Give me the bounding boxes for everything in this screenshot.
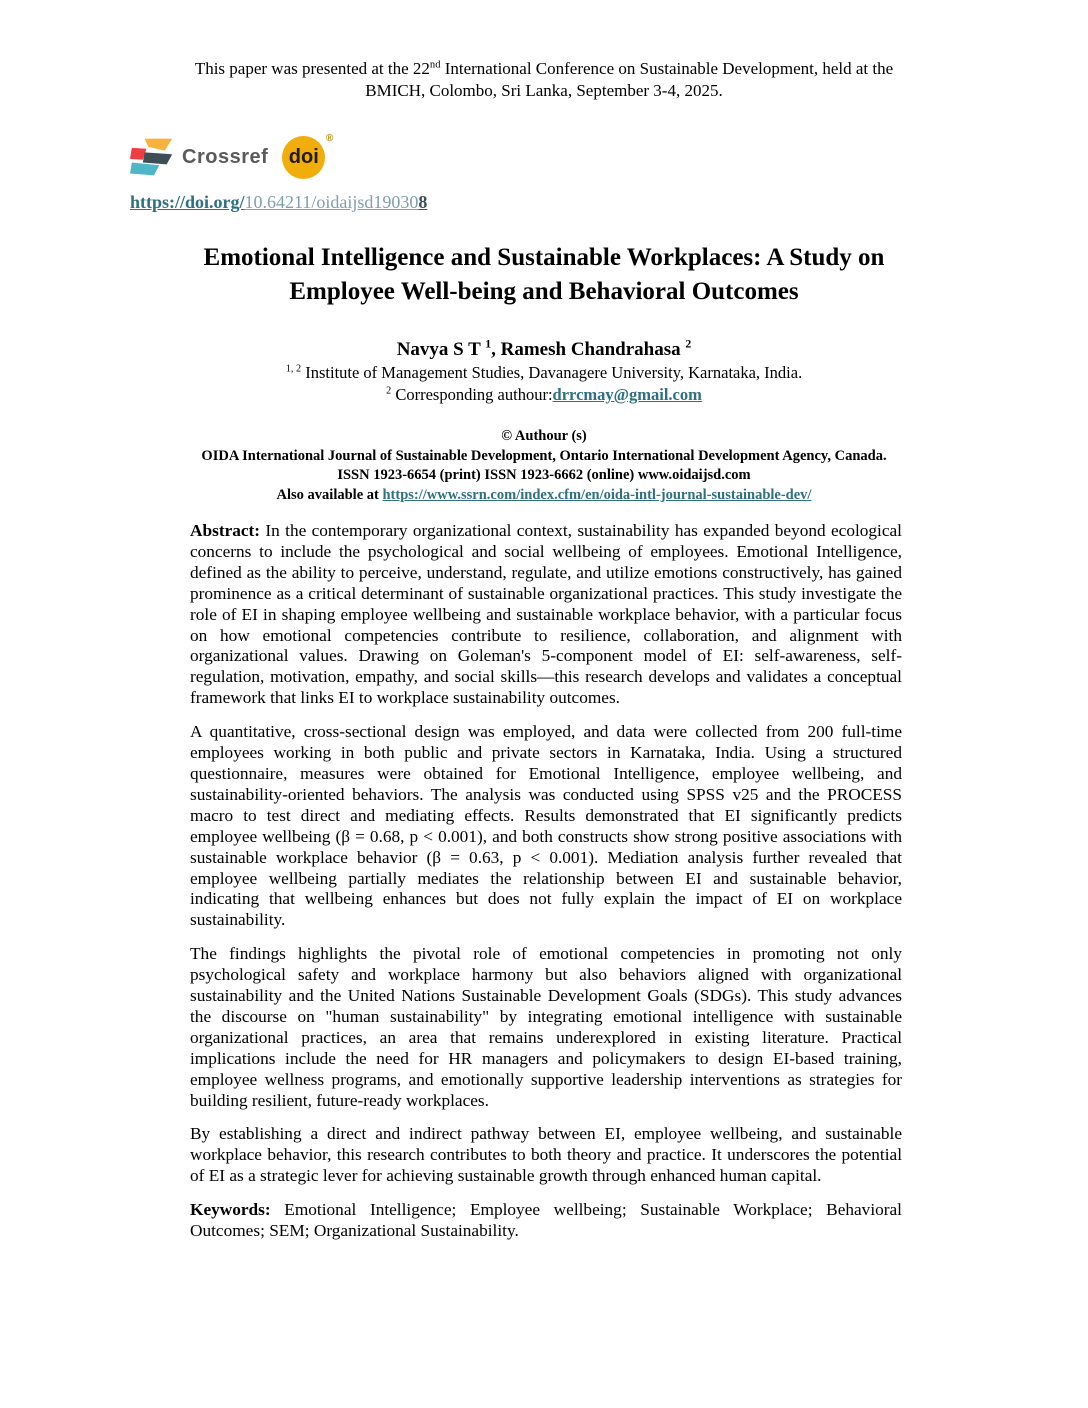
paper-title: [94, 241, 994, 309]
also-available-prefix: Also available at: [276, 486, 383, 503]
logo-row: [130, 134, 1088, 180]
keywords-label: Keywords:: [190, 1200, 271, 1220]
abstract-paragraph-3: The findings highlights the pivotal role of emotional competencies in promoting not only psychological safety and workplace harmony but also behaviors aligned with organizational sustainability and the United Nations Sustainable Development Goals (SDGs). This study advances the discourse on "human sustainability" by integrating emotional intelligence with sustainable organizational practices, an area that remains underexplored in existing literature. Practical implications include the need for HR managers and policymakers to design EI-based training, employee wellness programs, and emotionally supportive leadership interventions as strategies for building resilient, future-ready workplaces.: [190, 944, 902, 1110]
keywords-text: Emotional Intelligence; Employee wellbeing; Sustainable Workplace; Behavioral Outcomes; SEM; Organizational Sustainability.: [190, 1200, 902, 1241]
crossref-wordmark: Crossref: [182, 145, 269, 168]
affiliation-text: Institute of Management Studies, Davanagere University, Karnataka, India.: [301, 363, 803, 382]
doi-logo: [282, 132, 334, 179]
corresponding-email-link[interactable]: drrcmay@gmail.com: [552, 385, 702, 404]
abstract-section: [190, 521, 902, 1242]
paper-title-line1: Emotional Intelligence and Sustainable Workplaces: A Study on: [203, 244, 885, 271]
conference-note-text-rest: International Conference on Sustainable Development, held at the: [440, 59, 894, 78]
correspondence-line: [0, 385, 1088, 405]
copyright-line: © Authour (s): [501, 428, 587, 444]
ssrn-link[interactable]: https://www.ssrn.com/index.cfm/en/oida-intl-journal-sustainable-dev/: [382, 486, 812, 503]
abstract-paragraph-1: [190, 521, 902, 709]
issn-line: ISSN 1923-6654 (print) ISSN 1923-6662 (online) www.oidaijsd.com: [337, 467, 751, 483]
correspondence-superscript: 2: [386, 385, 392, 397]
paper-title-line2: Employee Well-being and Behavioral Outcomes: [289, 278, 799, 305]
abstract-paragraph-4: By establishing a direct and indirect pathway between EI, employee wellbeing, and sustainable workplace behavior, this research contributes to both theory and practice. It underscores the potential of EI as a strategic lever for achieving sustainable growth through enhanced human capital.: [190, 1124, 902, 1186]
doi-link-prefix: https://doi.org/: [130, 192, 245, 212]
author-separator: ,: [491, 339, 501, 360]
author2-name: Ramesh Chandrahasa: [500, 339, 686, 360]
doi-link-middle: 10.64211/oidaijsd19030: [244, 192, 419, 212]
crossref-logo: [130, 136, 268, 178]
author1-name: Navya S T: [396, 339, 486, 360]
keywords-paragraph: [190, 1200, 902, 1242]
conference-note-line1: [0, 58, 1088, 80]
journal-line: OIDA International Journal of Sustainable Development, Ontario International Development Agency, Canada.: [201, 447, 887, 464]
conference-note: [0, 0, 1088, 102]
doi-logo-label: doi: [288, 145, 319, 168]
abstract-label: Abstract:: [190, 521, 261, 540]
doi-link-line: [130, 192, 1088, 213]
author2-superscript: 2: [685, 337, 692, 351]
correspondence-text: Corresponding authour:: [391, 385, 553, 404]
crossref-mark-icon: [130, 136, 174, 178]
abstract-paragraph-2: A quantitative, cross-sectional design was employed, and data were collected from 200 full-time employees working in both public and private sectors in Karnataka, India. Using a structured questionnaire, measures were obtained for Emotional Intelligence, employee wellbeing, and sustainability-oriented behaviors. The analysis was conducted using SPSS v25 and the PROCESS macro to test direct and mediating effects. Results demonstrated that EI significantly predicts employee wellbeing (β = 0.68, p < 0.001), and both constructs show strong positive associations with sustainable workplace behavior (β = 0.63, p < 0.001). Mediation analysis further revealed that employee wellbeing partially mediates the relationship between EI and sustainable behavior, indicating that wellbeing enhances but does not fully explain the impact of EI on workplace sustainability.: [190, 722, 902, 930]
ordinal-superscript: nd: [429, 59, 441, 71]
conference-note-text: This paper was presented at the 22: [194, 59, 430, 78]
doi-registered-mark: ®: [325, 132, 334, 144]
also-available-line: [0, 486, 1088, 506]
affiliation-line: [0, 363, 1088, 383]
affiliation-superscript: 1, 2: [285, 363, 302, 375]
imprint-block: [0, 427, 1088, 505]
doi-link-end: 8: [418, 192, 428, 212]
author1-superscript: 1: [485, 337, 492, 351]
abstract-p1-text: In the contemporary organizational context, sustainability has expanded beyond ecological concerns to include the psychological and social wellbeing of employees. Emotional Intelligence, defined as the ability to perceive, understand, regulate, and utilize emotions constructively, has gained prominence as a critical determinant of sustainable organizational practices. This study investigate the role of EI in shaping employee wellbeing and sustainable workplace behavior, with a particular focus on how emotional competencies contribute to resilience, collaboration, and alignment with organizational values. Drawing on Goleman's 5-component model of EI: self-awareness, self-regulation, motivation, empathy, and social skills—this research develops and validates a conceptual framework that links EI to workplace sustainability outcomes.: [190, 521, 902, 708]
doi-link[interactable]: [130, 192, 427, 212]
author-line: [0, 339, 1088, 361]
conference-note-line2: BMICH, Colombo, Sri Lanka, September 3-4, 2025.: [365, 81, 723, 100]
